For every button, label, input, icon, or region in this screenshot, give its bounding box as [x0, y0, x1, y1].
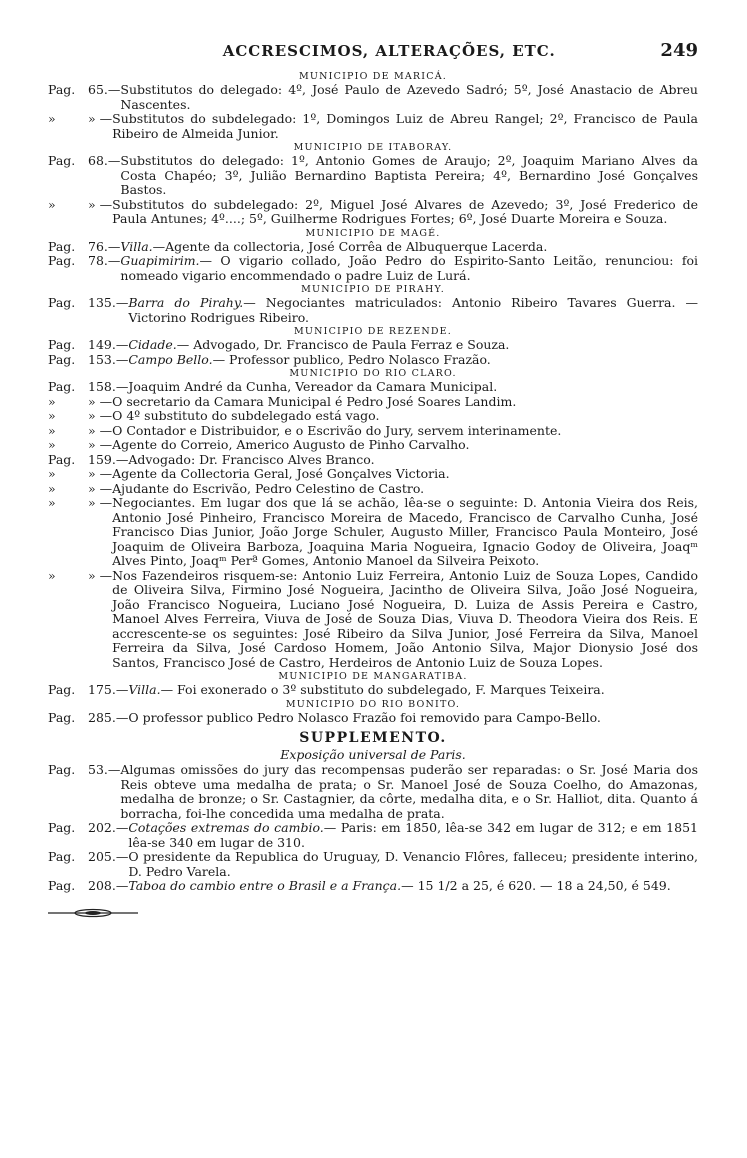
header-title: ACCRESCIMOS, ALTERAÇÕES, ETC.	[222, 42, 556, 60]
entry-text-block	[112, 395, 698, 410]
entry	[48, 240, 698, 255]
entry-text-block	[112, 112, 698, 141]
entry-text-block	[128, 338, 698, 353]
entry-text-block	[112, 467, 698, 482]
entry-page-ref: » —	[88, 437, 113, 452]
entry-page-label: »	[48, 495, 56, 510]
entry-page-ref: » —	[88, 567, 113, 583]
entry-text-block	[120, 154, 698, 198]
section-heading: MUNICIPIO DO RIO BONITO.	[285, 698, 461, 710]
entry-lead: Villa.	[128, 682, 161, 697]
entry	[48, 763, 698, 821]
entry-text-block	[120, 83, 698, 112]
entry-page-ref: 175.—	[88, 682, 129, 697]
entry-text: Advogado: Dr. Francisco Alves Branco.	[128, 451, 375, 467]
entry	[48, 338, 698, 353]
entry-page-label: Pag.	[48, 253, 76, 268]
section-heading: MUNICIPIO DE REZENDE.	[293, 326, 453, 337]
entry	[48, 154, 698, 198]
entry-text: Substitutos do delegado: 4º, José Paulo de Azevedo Sadró; 5º, José Anastacio de Abreu Nascentes.	[120, 82, 698, 112]
section-heading: MUNICIPIO DE PIRAHY.	[301, 284, 445, 295]
entry-page-label: Pag.	[48, 820, 76, 835]
page-number: 249	[660, 40, 698, 61]
entry-text: — Foi exonerado o 3º substituto do subdelegado, F. Marques Teixeira.	[160, 682, 605, 697]
entry-page-ref: » —	[88, 393, 113, 409]
entry-text: — Advogado, Dr. Francisco de Paula Ferraz e Souza.	[176, 337, 510, 352]
entry-page-label: Pag.	[48, 682, 76, 697]
entry	[48, 711, 698, 726]
entry-text: Ajudante do Escrivão, Pedro Celestino de Castro.	[112, 480, 425, 496]
entry-page-label: Pag.	[48, 451, 76, 467]
entry-text: — O vigario collado, João Pedro do Espirito-Santo Leitão, renunciou: foi nomeado vigario encommendado o padre Luiz de Lurá.	[120, 253, 698, 283]
entry-page-ref: » —	[88, 422, 113, 438]
entry	[48, 453, 698, 468]
section-heading: MUNICIPIO DE ITABORAY.	[293, 142, 453, 153]
entry-page-label: »	[48, 466, 56, 481]
entry-text-block	[112, 569, 698, 671]
entry-text: O professor publico Pedro Nolasco Frazão foi removido para Campo-Bello.	[128, 709, 601, 725]
entry-page-ref: 159.—	[88, 451, 129, 467]
entry-page-ref: 153.—	[88, 351, 129, 367]
entry-page-ref: 78.—	[88, 253, 121, 268]
entry-page-label: »	[48, 480, 56, 496]
entry	[48, 438, 698, 453]
entry-page-ref: 68.—	[88, 153, 121, 168]
entry	[48, 467, 698, 482]
entry-page-ref: 158.—	[88, 379, 129, 394]
entry-text-block	[112, 496, 698, 569]
entry-lead: Cotações extremas do cambio.	[128, 820, 324, 835]
entry-text: Algumas omissões do jury das recompensas puderão ser reparadas: o Sr. José Maria dos Reis obteve uma medalha de prata; o Sr. Manoel José de Souza Coelho, do Amazonas, medalha de bronze; o Sr. Castagnier, da côrte, medalha dita, e o Sr. Halliot, dita. Quanto á borracha, foi-lhe concedida uma medalha de prata.	[120, 762, 698, 821]
entry	[48, 482, 698, 497]
entry-text-block	[128, 380, 698, 395]
entry-page-ref: 53.—	[88, 762, 121, 777]
entry-text: — Professor publico, Pedro Nolasco Frazão.	[212, 351, 491, 367]
closing-ornament	[48, 908, 138, 918]
entry-text-block	[112, 424, 698, 439]
entry	[48, 850, 698, 879]
entry-page-ref: » —	[88, 408, 113, 423]
entry	[48, 821, 698, 850]
entry-text: O 4º substituto do subdelegado está vago.	[112, 408, 380, 423]
entry-text-block	[128, 453, 698, 468]
entry-text: Substitutos do delegado: 1º, Antonio Gomes de Araujo; 2º, Joaquim Mariano Alves da Costa Chapéo; 3º, Julião Bernardino Baptista Pereira; 4º, Bernardino José Gonçalves Bastos.	[120, 153, 698, 197]
entry-page-ref: » —	[88, 196, 113, 212]
entry-text: Agente do Correio, Americo Augusto de Pinho Carvalho.	[112, 437, 470, 452]
entry-page-label: »	[48, 437, 56, 452]
entry-text: Substitutos do subdelegado: 2º, Miguel José Alvares de Azevedo; 3º, José Frederico de Paula Antunes; 4º....; 5º, Guilherme Rodrigues Fortes; 6º, José Duarte Moreira e Souza.	[112, 196, 698, 226]
entry-lead: Barra do Pirahy.	[128, 295, 244, 310]
entry-page-label: »	[48, 422, 56, 438]
entry-lead: Campo Bello.	[128, 351, 213, 367]
entry-lead: Villa.	[120, 238, 153, 254]
entry-page-ref: 202.—	[88, 820, 129, 835]
entry-text-block	[128, 850, 698, 879]
page-content	[48, 71, 698, 894]
entry-page-ref: » —	[88, 480, 113, 496]
entry-page-ref: 285.—	[88, 709, 129, 725]
entry	[48, 112, 698, 141]
entry	[48, 296, 698, 325]
entry-page-label: Pag.	[48, 238, 76, 254]
entry-lead: Guapimirim.	[120, 253, 200, 268]
entry-page-ref: » —	[88, 111, 113, 126]
entry-page-label: Pag.	[48, 379, 76, 394]
entry	[48, 254, 698, 283]
entry-page-label: Pag.	[48, 82, 76, 97]
entry-text-block	[120, 254, 698, 283]
entry-page-label: Pag.	[48, 878, 76, 893]
entry	[48, 424, 698, 439]
entry	[48, 198, 698, 227]
entry	[48, 569, 698, 671]
entry-text-block	[128, 353, 698, 368]
entry-text: —Agente da collectoria, José Corrêa de Albuquerque Lacerda.	[152, 238, 548, 254]
section-heading: MUNICIPIO DE MAGÉ.	[305, 227, 441, 239]
subheading: Exposição universal de Paris.	[280, 747, 466, 762]
running-header	[48, 40, 698, 70]
document-page	[48, 40, 698, 922]
entry-text-block	[112, 198, 698, 227]
entry-text-block	[128, 879, 698, 894]
section-heading: MUNICIPIO DE MARICÁ.	[299, 71, 447, 82]
entry-text: — 15 1/2 a 25, é 620. — 18 a 24,50, é 549.	[401, 878, 671, 893]
entry-text: — Negociantes matriculados: Antonio Ribeiro Tavares Guerra. — Victorino Rodrigues Ribeiro.	[128, 295, 698, 325]
entry	[48, 409, 698, 424]
entry	[48, 683, 698, 698]
entry-page-label: Pag.	[48, 849, 76, 864]
entry-page-ref: 205.—	[88, 849, 129, 864]
supplement-heading: SUPPLEMENTO.	[299, 730, 447, 746]
entry-page-label: »	[48, 408, 56, 423]
entry-text-block	[128, 711, 698, 726]
entry-page-ref: 135.—	[88, 295, 129, 310]
entry-page-ref: » —	[88, 466, 113, 481]
entry-text-block	[120, 763, 698, 821]
entry	[48, 380, 698, 395]
entry-text: Substitutos do subdelegado: 1º, Domingos Luiz de Abreu Rangel; 2º, Francisco de Paula Ribeiro de Almeida Junior.	[112, 111, 698, 141]
entry	[48, 353, 698, 368]
entry-page-label: Pag.	[48, 337, 76, 352]
entry-text: O Contador e Distribuidor, e o Escrivão do Jury, servem interinamente.	[112, 422, 562, 438]
entry-text-block	[120, 240, 698, 255]
entry-text: O presidente da Republica do Uruguay, D. Venancio Flôres, falleceu; presidente interino, D. Pedro Varela.	[128, 849, 698, 879]
entry-lead: Taboa do cambio entre o Brasil e a França.	[128, 878, 402, 893]
entry-text-block	[112, 438, 698, 453]
entry-page-label: Pag.	[48, 762, 76, 777]
entry-text-block	[128, 296, 698, 325]
entry-text: Agente da Collectoria Geral, José Gonçalves Victoria.	[112, 466, 450, 481]
entry-page-label: »	[48, 393, 56, 409]
section-heading: MUNICIPIO DE MANGARATIBA.	[278, 671, 468, 682]
entry-text: — Paris: em 1850, lêa-se 342 em lugar de 312; e em 1851 lêa-se 340 em lugar de 310.	[128, 820, 698, 850]
entry-text-block	[128, 683, 698, 698]
entry	[48, 496, 698, 569]
entry-page-ref: 149.—	[88, 337, 129, 352]
entry-text-block	[128, 821, 698, 850]
section-heading: MUNICIPIO DO RIO CLARO.	[289, 368, 457, 379]
entry-page-ref: 65.—	[88, 82, 121, 97]
entry-lead: Cidade.	[128, 337, 177, 352]
entry-page-ref: 76.—	[88, 238, 121, 254]
entry	[48, 83, 698, 112]
entry-page-label: Pag.	[48, 351, 76, 367]
entry	[48, 395, 698, 410]
entry-text: O secretario da Camara Municipal é Pedro José Soares Landim.	[112, 393, 517, 409]
entry-text: Joaquim André da Cunha, Vereador da Camara Municipal.	[128, 379, 498, 394]
entry-page-ref: » —	[88, 495, 113, 510]
entry-page-ref: 208.—	[88, 878, 129, 893]
entry-text: Negociantes. Em lugar dos que lá se achão, lêa-se o seguinte: D. Antonia Vieira dos Reis, Antonio José Pinheiro, Francisco Moreira de Macedo, Francisco de Carvalho Cunha, José Francisco Dias Junior, João Jorge Schuler, Augusto Miller, Francisco Paula Monteiro, José Joaquim de Oliveira Barboza, Joaquina Maria Nogueira, Ignacio Godoy de Oliveira, Joaqᵐ Alves Pinto, Joaqᵐ Perª Gomes, Antonio Manoel da Silveira Peixoto.	[112, 495, 698, 568]
entry-page-label: »	[48, 111, 56, 126]
entry-page-label: Pag.	[48, 709, 76, 725]
entry-text-block	[112, 482, 698, 497]
entry-text: Nos Fazendeiros risquem-se: Antonio Luiz Ferreira, Antonio Luiz de Souza Lopes, Candido de Oliveira Silva, Firmino José Nogueira, Jacintho de Oliveira Silva, João José Nogueira, João Francisco Nogueira, Luciano José Nogueira, D. Luiza de Assis Pereira e Castro, Manoel Alves Ferreira, Viuva de José de Souza Dias, Viuva D. Theodora Vieira dos Reis. E accrescente-se os seguintes: José Ribeiro da Silva Junior, José Ferreira da Silva, Manoel Ferreira da Silva, José Cardoso Homem, João Antonio Silva, Major Dionysio José dos Santos, Francisco José de Castro, Herdeiros de Antonio Luiz de Souza Lopes.	[112, 567, 698, 670]
entry	[48, 879, 698, 894]
entry-page-label: Pag.	[48, 153, 76, 168]
entry-text-block	[112, 409, 698, 424]
entry-page-label: »	[48, 196, 56, 212]
entry-page-label: »	[48, 567, 56, 583]
entry-page-label: Pag.	[48, 295, 76, 310]
